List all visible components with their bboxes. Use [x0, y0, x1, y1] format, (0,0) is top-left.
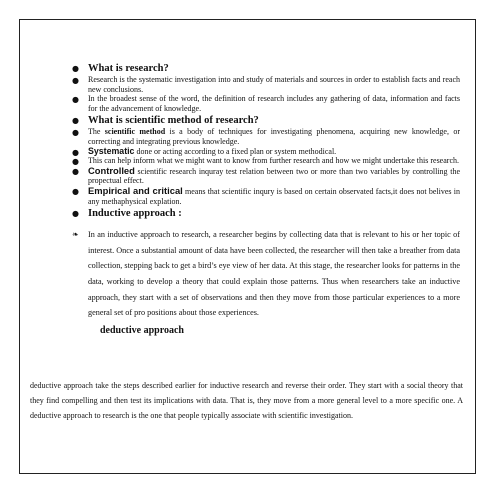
term-systematic: Systematic [88, 145, 135, 156]
bullet-icon: ● [72, 116, 79, 126]
bullet-icon: ● [72, 157, 79, 167]
bullet-list [68, 62, 460, 321]
bullet-icon: ● [72, 76, 79, 85]
bullet-icon: ● [72, 95, 79, 105]
list-item: ● This can help inform what we might want to know from further research and how we might undertake this research. [72, 156, 459, 167]
list-item: ● The scientific method is a body of techniques for investigating phenomena, acquiring new knowledge, or correcting and integrating previous knowledge. [72, 127, 460, 146]
deductive-paragraph: deductive approach take the steps described earlier for inductive research and reverse their order. They start with a social theory that they find compelling and then test its implications with data. That is, they move from a more general level to a more specific one. A deductive approach to research is the one that people typically associate with scientific investigation. [30, 381, 463, 421]
document-content [68, 61, 460, 337]
list-item: ● In the broadest sense of the word, the definition of research includes any gathering of data, information and facts for the advancement of knowledge. [72, 94, 460, 113]
list-item-controlled: ● Controlled scientific research inquray test relation between two or more than two variables by controlling the propectual effect. [72, 164, 460, 186]
term-controlled: Controlled [88, 164, 135, 176]
document-page [19, 19, 476, 474]
bullet-icon: ● [72, 128, 79, 138]
bullet-icon: ● [72, 209, 79, 219]
bullet-icon: ● [72, 64, 79, 73]
heading-what-is-research: ● What is research? [72, 63, 169, 74]
term-empirical-critical: Empirical and critical [88, 184, 183, 196]
list-item-systematic: ● Systematic done or acting according to a fixed plan or system methodical. [72, 145, 337, 157]
list-item-empirical: ● Empirical and critical means that scientific inqury is based on certain observated facts,it does not belives in any methaphysical explation. [72, 184, 460, 206]
heading-deductive-approach: deductive approach [100, 324, 184, 336]
heading-scientific-method: ● What is scientific method of research? [72, 115, 259, 127]
fleuron-bullet-icon: ❧ [72, 230, 79, 240]
term-scientific-method: scientific method [104, 127, 166, 137]
bullet-icon: ● [72, 186, 79, 196]
inductive-paragraph: ❧ In an inductive approach to research, a researcher begins by collecting data that is relevant to his or her topic of interest. Once a substantial amount of data have been collected, the researcher will then take a breather from data collection, stepping back to get a bird’s eye view of her data. At this stage, the researcher looks for patterns in the data, working to develop a theory that could explain those patterns. Thus when researchers take an inductive approach, they start with a set of observations and then they move from those particular experiences to a more general set of pro positions about those experiences. [68, 227, 460, 321]
bullet-icon: ● [72, 166, 79, 176]
list-item: ● Research is the systematic investigation into and study of materials and sources in order to establish facts and reach new conclusions. [72, 75, 460, 94]
bullet-icon: ● [72, 147, 79, 157]
heading-inductive-approach: ● Inductive approach : [72, 208, 182, 220]
